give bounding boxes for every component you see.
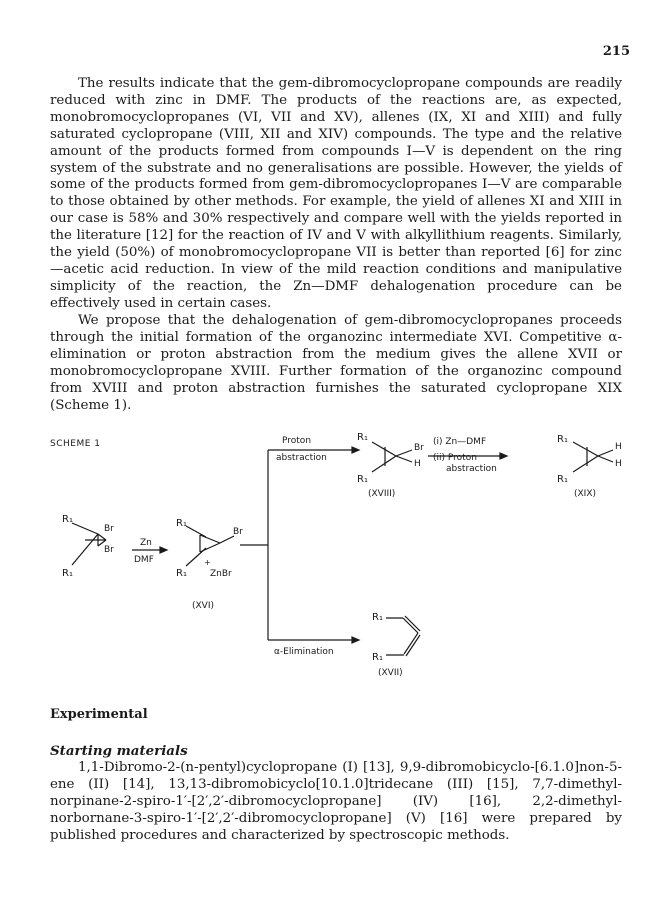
starting-materials-heading: Starting materials [50,743,188,759]
step-i: (i) Zn—DMF [433,437,487,447]
experimental-heading: Experimental [50,707,148,722]
compound-xvi: (XVI) [192,601,214,611]
xvi-znbr: ZnBr [210,569,232,579]
xvi-plus: + [204,558,211,567]
reaction-scheme [0,430,672,680]
sm-r1-bottom: R₁ [62,568,73,579]
compound-xvii: (XVII) [378,668,403,678]
xvii-r1-top: R₁ [372,612,383,623]
alpha-elimination: α-Elimination [274,647,334,657]
step-ii-line2: abstraction [446,464,497,474]
results-paragraph [50,76,622,313]
xviii-h: H [414,459,421,469]
reagent-zn: Zn [140,538,152,548]
xix-r1-bottom: R₁ [557,474,568,485]
compound-xix: (XIX) [574,489,597,499]
step-ii-line1: (ii) Proton [433,453,477,463]
starting-materials-text: 1,1-Dibromo-2-(n-pentyl)cyclopropane (I) [13], 9,9-dibromobicyclo-[6.1.0]non-5-ene (II) [14], 13,13-dibromobicyclo[10.1.0]tridecane (III) [15], 7,7-dimethyl-norpinane-2-spiro-1′-[2′,2′-dibromocyclopropane] (IV) [16], 2,2-dimethyl-norbornane-3-spiro-1′-[2′,2′-dibromocyclopropane] (V) [16] were prepared by published procedures and characterized by spectroscopic methods. [50,760,622,843]
scheme-label: SCHEME 1 [50,439,101,449]
sm-br-top: Br [104,524,114,534]
xix-h-bottom: H [615,459,622,469]
xviii-r1-bottom: R₁ [357,474,368,485]
xviii-r1-top: R₁ [357,432,368,443]
sm-r1-top: R₁ [62,514,73,525]
xvi-r1-bottom: R₁ [176,568,187,579]
sm-br-bottom: Br [104,545,114,555]
proton-abstraction-line2: abstraction [276,453,327,463]
xvii-r1-bottom: R₁ [372,652,383,663]
scheme-lines [72,442,613,656]
xix-r1-top: R₁ [557,434,568,445]
results-paragraph-text: The results indicate that the gem-dibromocyclopropane compounds are readily reduced with zinc in DMF. The products of the reactions are, as expected, monobromocyclopropanes (VI, VII and XV), allenes (IX, XI and XIII) and fully saturated cyclopropane (VIII, XII and XIV) compounds. The type and the relative amount of the products formed from compounds I—V is dependent on the ring system of the substrate and no generalisations are possible. However, the yields of some of the products formed from gem-dibromocyclopropanes I—V are comparable to those obtained by other methods. For example, the yield of allenes XI and XIII in our case is 58% and 30% respectively and compare well with the yields reported in the literature [12] for the reaction of IV and V with alkyllithium reagents. Similarly, the yield (50%) of monobromocyclopropane VII is better than reported [6] for zinc—acetic acid reduction. In view of the mild reaction conditions and manipulative simplicity of the reaction, the Zn—DMF dehalogenation procedure can be effectively used in certain cases. [50,76,622,311]
proton-abstraction-line1: Proton [282,436,312,446]
xviii-br: Br [414,443,424,453]
xvi-br: Br [233,527,243,537]
compound-xviii: (XVIII) [368,489,396,499]
mechanism-paragraph [50,313,622,414]
mechanism-paragraph-text: We propose that the dehalogenation of gem-dibromocyclopropanes proceeds through the initial formation of the organozinc intermediate XVI. Competitive α-elimination or proton abstraction from the medium gives the allene XVII or monobromocyclopropane XVIII. Further formation of the organozinc compound from XVIII and proton abstraction furnishes the saturated cyclopropane XIX (Scheme 1). [50,313,622,413]
page-number: 215 [602,44,630,59]
xvi-r1-top: R₁ [176,518,187,529]
xix-h-top: H [615,442,622,452]
reagent-dmf: DMF [134,555,154,565]
